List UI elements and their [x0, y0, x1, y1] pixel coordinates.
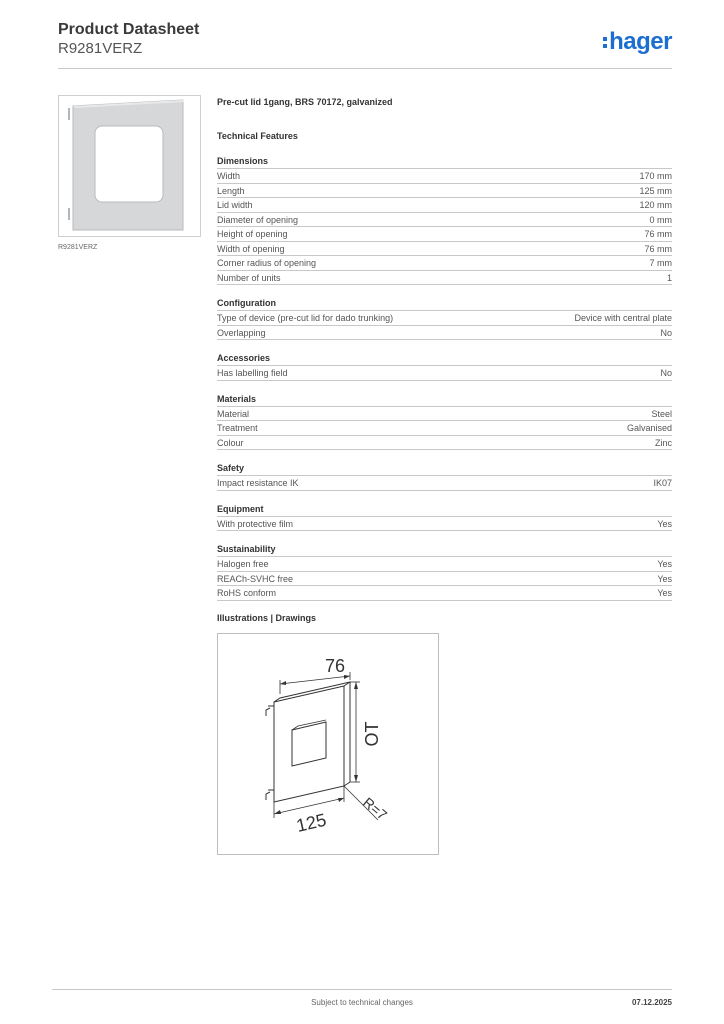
section-title: Configuration: [217, 298, 276, 308]
spec-row: [217, 571, 672, 586]
spec-row: [217, 241, 672, 256]
spec-label: Corner radius of opening: [217, 258, 317, 268]
page-title: Product Datasheet: [58, 21, 200, 38]
spec-value: Zinc: [654, 437, 672, 448]
spec-row: [217, 475, 672, 491]
spec-label: REACh-SVHC free: [217, 573, 294, 584]
illustrations-heading: Illustrations | Drawings: [217, 613, 317, 623]
section-accessories: [217, 351, 672, 381]
section-title: Safety: [217, 463, 245, 473]
spec-row: [217, 270, 672, 286]
dim-height-label: OT: [362, 721, 382, 747]
spec-label: Halogen free: [217, 559, 269, 569]
footer-divider: [52, 989, 672, 990]
spec-value: No: [660, 368, 672, 378]
logo-text: hager: [609, 28, 672, 55]
product-description: Pre-cut lid 1gang, BRS 70172, galvanized: [217, 97, 393, 107]
dim-radius-label: R=7: [360, 794, 391, 824]
dim-width-label: 76: [325, 656, 346, 676]
spec-label: With protective film: [217, 518, 294, 529]
spec-value: No: [660, 327, 672, 338]
hager-logo: [603, 28, 672, 56]
spec-value: Yes: [657, 588, 672, 598]
spec-value: IK07: [653, 478, 672, 488]
spec-value: 76 mm: [644, 229, 672, 239]
spec-value: Steel: [651, 408, 672, 419]
spec-row: [217, 226, 672, 241]
product-image: [58, 95, 201, 237]
spec-label: Material: [217, 408, 250, 419]
spec-value: 125 mm: [639, 185, 672, 196]
technical-content: [217, 95, 672, 601]
spec-value: Yes: [657, 518, 672, 529]
spec-value: 0 mm: [649, 214, 672, 225]
footer-date: 07.12.2025: [631, 998, 672, 1007]
spec-row: [217, 310, 672, 325]
spec-value: 76 mm: [644, 243, 672, 254]
section-equipment: [217, 502, 672, 532]
spec-row: [217, 212, 672, 227]
product-code: R9281VERZ: [58, 40, 143, 57]
spec-row: [217, 406, 672, 421]
spec-label: RoHS conform: [217, 588, 277, 598]
spec-value: Device with central plate: [574, 313, 672, 323]
spec-row: [217, 255, 672, 270]
dimension-drawing: [218, 634, 438, 854]
logo-dots-icon: [603, 37, 607, 48]
spec-row: [217, 585, 672, 601]
section-title: Materials: [217, 393, 257, 404]
section-materials: [217, 392, 672, 451]
section-title: Dimensions: [217, 156, 269, 166]
section-sustainability: [217, 542, 672, 601]
spec-value: 1: [666, 272, 672, 283]
dim-length-label: 125: [294, 809, 329, 836]
spec-label: Number of units: [217, 272, 281, 283]
spec-value: Galvanised: [626, 423, 672, 433]
technical-features-heading: Technical Features: [217, 131, 298, 141]
spec-row: [217, 197, 672, 212]
spec-row: [217, 325, 672, 341]
spec-value: Yes: [657, 573, 672, 584]
section-configuration: [217, 296, 672, 340]
section-title: Accessories: [217, 353, 271, 363]
footer-note: Subject to technical changes: [311, 998, 413, 1007]
page-header: [58, 20, 672, 68]
spec-value: 170 mm: [639, 171, 672, 181]
spec-label: Height of opening: [217, 229, 288, 239]
spec-label: Width: [217, 171, 241, 181]
spec-value: 120 mm: [639, 200, 672, 210]
section-dimensions: [217, 154, 672, 285]
spec-label: Type of device (pre-cut lid for dado trunking): [217, 313, 394, 323]
spec-label: Diameter of opening: [217, 214, 299, 225]
spec-row: [217, 365, 672, 381]
spec-row: [217, 556, 672, 571]
spec-row: [217, 168, 672, 183]
section-title: Sustainability: [217, 544, 276, 554]
spec-label: Colour: [217, 437, 244, 448]
spec-value: Yes: [657, 559, 672, 569]
spec-label: Width of opening: [217, 243, 285, 254]
spec-row: [217, 420, 672, 435]
spec-label: Impact resistance IK: [217, 478, 299, 488]
header-divider: [58, 68, 672, 69]
section-title: Equipment: [217, 503, 264, 514]
technical-drawing: [217, 633, 439, 855]
spec-label: Treatment: [217, 423, 258, 433]
product-lid-illustration: [59, 96, 200, 236]
section-safety: [217, 461, 672, 491]
spec-label: Has labelling field: [217, 368, 288, 378]
spec-label: Lid width: [217, 200, 253, 210]
spec-row: [217, 516, 672, 532]
image-caption: R9281VERZ: [58, 244, 98, 251]
spec-value: 7 mm: [649, 258, 672, 268]
spec-label: Overlapping: [217, 327, 266, 338]
spec-row: [217, 435, 672, 451]
spec-row: [217, 183, 672, 198]
spec-label: Length: [217, 185, 245, 196]
